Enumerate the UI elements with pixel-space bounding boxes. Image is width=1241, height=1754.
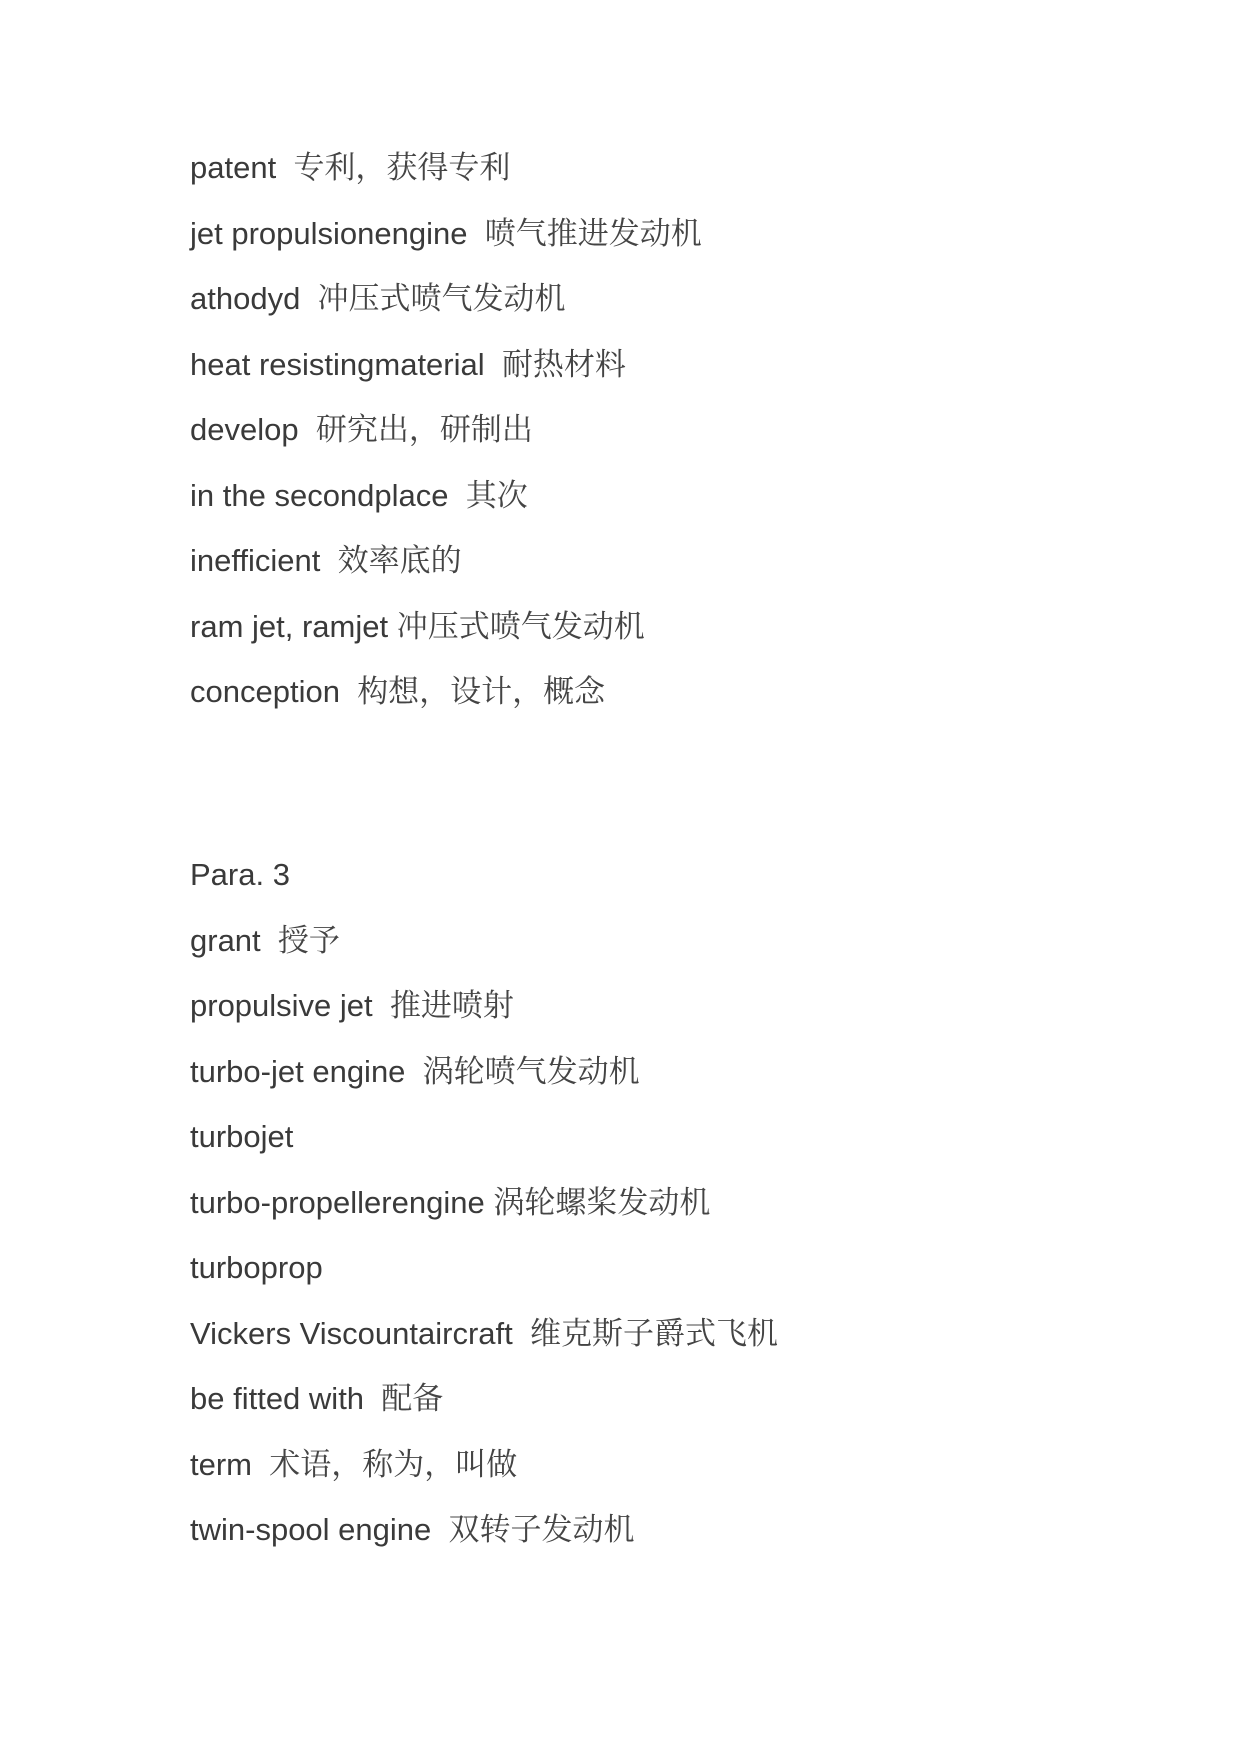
entry-gloss: 冲压式喷气发动机 — [396, 608, 645, 645]
entry-gloss: 效率底的 — [337, 543, 462, 579]
entry-term: develop — [190, 412, 299, 447]
entry-term: in the secondplace — [190, 477, 449, 513]
entry-gloss: 专利，获得专利 — [293, 150, 511, 186]
glossary-entry — [190, 1445, 1190, 1511]
glossary-entry — [190, 1248, 1190, 1314]
entry-term: turboprop — [190, 1250, 323, 1285]
entry-gloss: 冲压式喷气发动机 — [317, 281, 566, 317]
entry-term: ram jet, ramjet — [190, 608, 389, 644]
glossary-entry — [190, 986, 1190, 1052]
glossary-entry — [190, 148, 1190, 214]
glossary-entry — [190, 476, 1190, 542]
entry-term: twin-spool engine — [190, 1512, 432, 1547]
entry-gloss: 涡轮喷气发动机 — [422, 1053, 640, 1090]
entry-gloss: 喷气推进发动机 — [484, 215, 702, 252]
glossary-entry — [190, 1510, 1190, 1576]
entry-term: be fitted with — [190, 1381, 365, 1416]
entry-term: turbo-propellerengine — [190, 1184, 485, 1220]
entry-gloss: 配备 — [381, 1381, 444, 1417]
glossary-entry — [190, 214, 1190, 280]
entry-gloss: 构想，设计，概念 — [357, 674, 606, 710]
glossary-entry — [190, 1314, 1190, 1380]
entry-term: turbo-jet engine — [190, 1053, 406, 1089]
glossary-block-1 — [190, 148, 1190, 738]
entry-gloss: 其次 — [465, 477, 528, 514]
glossary-block-2 — [190, 855, 1190, 1576]
glossary-entry — [190, 1117, 1190, 1183]
glossary-entry — [190, 1183, 1190, 1249]
entry-gloss: 维克斯子爵式飞机 — [530, 1315, 778, 1352]
glossary-entry — [190, 921, 1190, 987]
entry-gloss: 术语，称为，叫做 — [269, 1446, 518, 1483]
entry-term: term — [190, 1446, 252, 1482]
entry-gloss: 耐热材料 — [501, 346, 626, 383]
glossary-entry — [190, 672, 1190, 738]
glossary-entry — [190, 541, 1190, 607]
glossary-entry — [190, 1052, 1190, 1118]
glossary-entry — [190, 607, 1190, 673]
glossary-entry — [190, 1379, 1190, 1445]
entry-term: propulsive jet — [190, 988, 373, 1023]
entry-term: heat resistingmaterial — [190, 346, 485, 382]
entry-term: inefficient — [190, 543, 321, 578]
entry-gloss: 涡轮螺桨发动机 — [493, 1184, 711, 1221]
entry-gloss: 双转子发动机 — [448, 1512, 635, 1548]
entry-term: grant — [190, 922, 261, 958]
glossary-entry — [190, 410, 1190, 476]
entry-term: patent — [190, 150, 277, 185]
entry-term: Vickers Viscountaircraft — [190, 1315, 513, 1351]
entry-gloss: 授予 — [277, 922, 340, 959]
entry-gloss: 研究出，研制出 — [315, 412, 533, 448]
entry-term: turbojet — [190, 1119, 294, 1154]
glossary-entry — [190, 279, 1190, 345]
entry-term: athodyd — [190, 281, 301, 316]
glossary-entry — [190, 345, 1190, 411]
entry-gloss: 推进喷射 — [389, 988, 514, 1024]
entry-term: jet propulsionengine — [190, 215, 468, 251]
section-heading: Para. 3 — [190, 857, 290, 892]
entry-term: conception — [190, 674, 340, 709]
